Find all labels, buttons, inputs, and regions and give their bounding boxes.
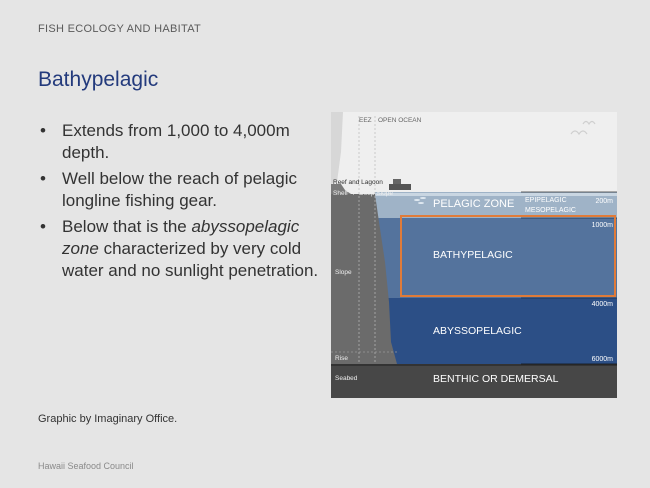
bullet-text: Well below the reach of pelagic longline fishing gear. xyxy=(62,169,297,210)
ocean-zones-graphic xyxy=(331,112,617,398)
abyssopelagic-label: ABYSSOPELAGIC xyxy=(433,325,522,337)
benthic-label: BENTHIC OR DEMERSAL xyxy=(433,373,559,385)
shelf-label: Shelf xyxy=(333,190,348,197)
rise-label: Rise xyxy=(335,355,349,362)
eez-label: EEZ xyxy=(359,117,372,124)
bathypelagic-label: BATHYPELAGIC xyxy=(433,249,513,261)
depth-4000-label: 4000m xyxy=(591,301,613,308)
depth-1000-label: 1000m xyxy=(591,222,613,229)
sea-surface xyxy=(375,193,617,196)
section-label: FISH ECOLOGY AND HABITAT xyxy=(38,23,202,35)
slide-title: Bathypelagic xyxy=(38,68,159,91)
bullet-list xyxy=(38,120,328,286)
graphic-credit: Graphic by Imaginary Office. xyxy=(38,413,178,425)
open-ocean-label: OPEN OCEAN xyxy=(378,117,422,124)
bullet-text: Extends from 1,000 to 4,000m depth. xyxy=(62,121,290,162)
pelagic-zone-label: PELAGIC ZONE xyxy=(433,198,515,210)
depth-200-label: 200m xyxy=(595,198,613,205)
footer-organization: Hawaii Seafood Council xyxy=(38,461,134,471)
bullet-text: characterized by very cold water and no sunlight penetration. xyxy=(62,239,319,280)
seabed-label: Seabed xyxy=(335,375,358,382)
bullet-dot: • xyxy=(40,121,46,140)
deep-slope-label: Deep Slope xyxy=(359,190,393,197)
bullet-item xyxy=(38,120,328,164)
mesopelagic-label: MESOPELAGIC xyxy=(525,207,576,214)
bullet-item xyxy=(38,216,328,282)
epipelagic-label: EPIPELAGIC xyxy=(525,197,567,204)
bullet-text: Below that is the xyxy=(62,217,192,236)
slope-label: Slope xyxy=(335,269,352,276)
reef-lagoon-label: Reef and Lagoon xyxy=(333,179,383,186)
bullet-dot: • xyxy=(40,169,46,188)
bullet-emphasis-text: abyssopelagic zone xyxy=(62,217,300,258)
bullet-dot: • xyxy=(40,217,46,236)
bullet-item xyxy=(38,168,328,212)
depth-6000-label: 6000m xyxy=(591,356,613,363)
deep-slope-separator: / xyxy=(353,190,355,197)
